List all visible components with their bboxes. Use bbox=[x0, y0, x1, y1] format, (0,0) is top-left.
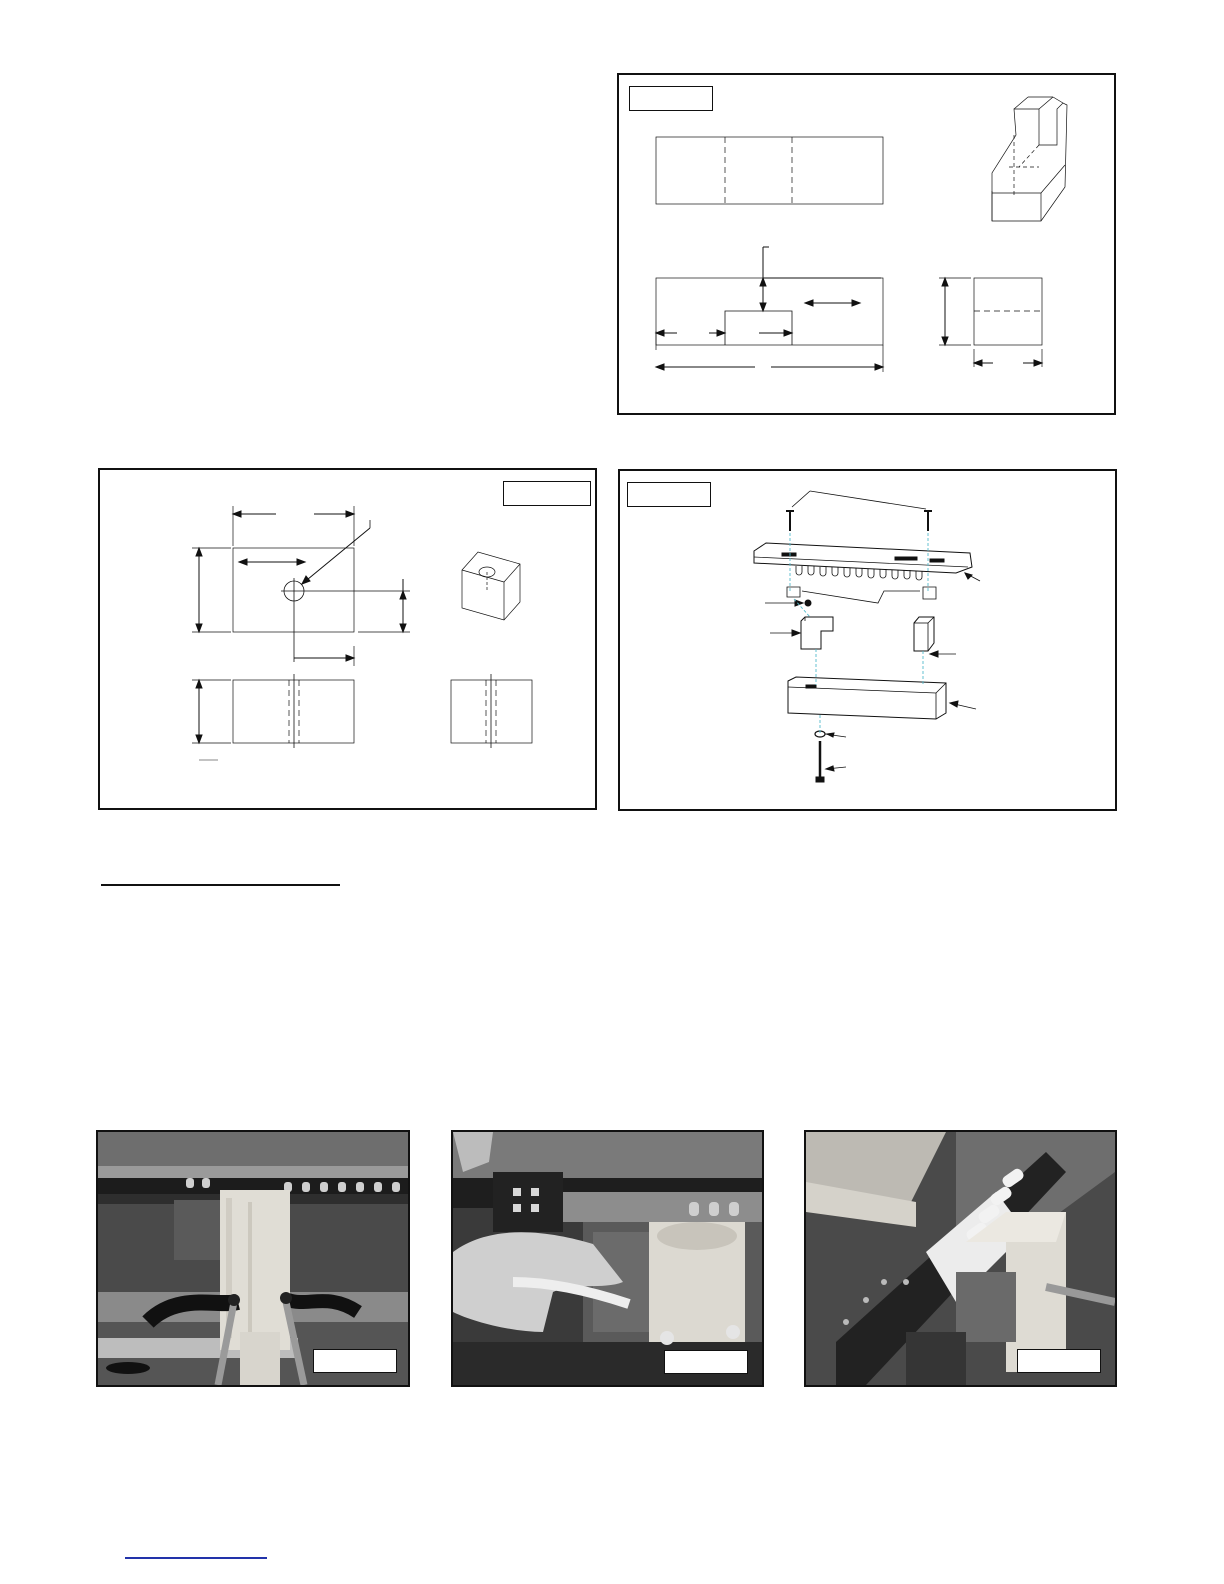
photo-image bbox=[453, 1132, 762, 1385]
drawing-panel-drilled-block bbox=[98, 468, 597, 810]
figure-label-box bbox=[664, 1350, 748, 1374]
drawing-panel-block-layout bbox=[617, 73, 1116, 415]
block-layout-drawing bbox=[619, 75, 1114, 413]
photo-image bbox=[98, 1132, 408, 1385]
footer-link-underline[interactable] bbox=[125, 1557, 267, 1559]
figure-label-box bbox=[313, 1349, 397, 1373]
photo-hand-positioning-block bbox=[451, 1130, 764, 1387]
drawing-panel-exploded-assembly bbox=[618, 469, 1117, 811]
photo-template-on-block bbox=[804, 1130, 1117, 1387]
exploded-assembly-drawing bbox=[620, 471, 1115, 809]
drilled-block-drawing bbox=[100, 470, 595, 808]
photo-image bbox=[806, 1132, 1115, 1385]
photo-jig-clamped-block bbox=[96, 1130, 410, 1387]
figure-label-box bbox=[1017, 1349, 1101, 1373]
section-heading-underline bbox=[101, 884, 340, 886]
